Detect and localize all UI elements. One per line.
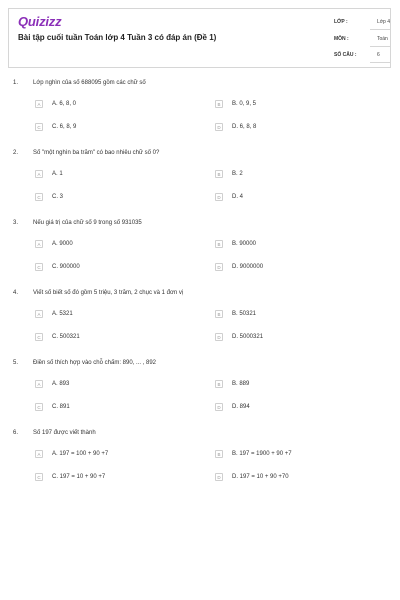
quizizz-logo: Quizizz xyxy=(18,14,62,29)
option-text: A. 5321 xyxy=(52,311,73,317)
option-letter-box: A xyxy=(35,100,43,108)
option-text: C. 500321 xyxy=(52,334,80,340)
option-letter-box: D xyxy=(215,123,223,131)
option-text: B. 50321 xyxy=(232,311,257,317)
option-text: D. 9000000 xyxy=(232,264,264,270)
question-number: 3. xyxy=(13,220,19,226)
option-text: D. 5000321 xyxy=(232,334,264,340)
meta-row-grade xyxy=(334,16,392,30)
option-text: C. 6, 8, 9 xyxy=(52,124,77,130)
option-letter-box: B xyxy=(215,380,223,388)
option-letter-box: C xyxy=(35,123,43,131)
option-letter-box: D xyxy=(215,193,223,201)
option-text: B. 90000 xyxy=(232,241,257,247)
option-letter-box: A xyxy=(35,170,43,178)
option-text: B. 197 = 1900 + 90 +7 xyxy=(232,451,292,457)
option-text: C. 197 = 10 + 90 +7 xyxy=(52,474,106,480)
question-text: Số 197 được viết thành xyxy=(33,430,96,436)
option-letter-box: C xyxy=(35,473,43,481)
meta-label: LỚP : xyxy=(334,19,348,25)
question-number: 2. xyxy=(13,150,19,156)
option-text: D. 894 xyxy=(232,404,250,410)
meta-row-subject xyxy=(334,33,392,47)
meta-value: 6 xyxy=(377,52,380,58)
option-letter-box: C xyxy=(35,263,43,271)
option-letter-box: A xyxy=(35,380,43,388)
worksheet-meta xyxy=(334,9,392,69)
option-text: A. 6, 8, 0 xyxy=(52,101,77,107)
meta-underline xyxy=(370,46,390,47)
question-3 xyxy=(0,220,400,284)
option-letter-box: D xyxy=(215,473,223,481)
question-number: 6. xyxy=(13,430,19,436)
option-letter-box: D xyxy=(215,333,223,341)
option-text: C. 891 xyxy=(52,404,70,410)
option-text: C. 900000 xyxy=(52,264,80,270)
option-letter-box: C xyxy=(35,193,43,201)
meta-label: SỐ CÂU : xyxy=(334,52,357,58)
option-text: A. 197 = 100 + 90 +7 xyxy=(52,451,109,457)
option-letter-box: B xyxy=(215,450,223,458)
option-letter-box: D xyxy=(215,403,223,411)
question-text: Lớp nghìn của số 688095 gồm các chữ số xyxy=(33,80,146,86)
option-text: A. 893 xyxy=(52,381,70,387)
option-text: C. 3 xyxy=(52,194,64,200)
meta-underline xyxy=(370,29,390,30)
question-6 xyxy=(0,430,400,494)
question-text: Viết số biết số đó gồm 5 triệu, 3 trăm, 2 chục và 1 đơn vị xyxy=(33,290,184,296)
option-text: D. 4 xyxy=(232,194,244,200)
option-letter-box: B xyxy=(215,170,223,178)
worksheet-title: Bài tập cuối tuần Toán lớp 4 Tuần 3 có đáp án (Đề 1) xyxy=(18,33,217,42)
question-number: 1. xyxy=(13,80,19,86)
question-number: 5. xyxy=(13,360,19,366)
question-text: Điền số thích hợp vào chỗ chấm: 890, ... , 892 xyxy=(33,360,157,366)
meta-underline xyxy=(370,62,390,63)
question-number: 4. xyxy=(13,290,19,296)
option-letter-box: A xyxy=(35,450,43,458)
option-letter-box: C xyxy=(35,403,43,411)
question-text: Số "một nghìn ba trăm" có bao nhiêu chữ số 0? xyxy=(33,150,160,156)
option-letter-box: B xyxy=(215,100,223,108)
option-letter-box: B xyxy=(215,310,223,318)
meta-value: Toán xyxy=(377,36,388,42)
option-text: B. 889 xyxy=(232,381,250,387)
option-letter-box: A xyxy=(35,310,43,318)
meta-value: Lớp 4 xyxy=(377,19,391,25)
option-letter-box: C xyxy=(35,333,43,341)
meta-row-count xyxy=(334,49,392,63)
option-letter-box: A xyxy=(35,240,43,248)
question-2 xyxy=(0,150,400,214)
option-text: B. 2 xyxy=(232,171,243,177)
question-5 xyxy=(0,360,400,424)
option-letter-box: B xyxy=(215,240,223,248)
option-text: A. 9000 xyxy=(52,241,73,247)
option-text: D. 197 = 10 + 90 +70 xyxy=(232,474,289,480)
option-letter-box: D xyxy=(215,263,223,271)
question-text: Nếu giá trị của chữ số 9 trong số 931035 xyxy=(33,220,142,226)
question-1 xyxy=(0,80,400,144)
question-4 xyxy=(0,290,400,354)
option-text: D. 6, 8, 8 xyxy=(232,124,257,130)
meta-label: MÔN : xyxy=(334,36,349,42)
option-text: B. 0, 9, 5 xyxy=(232,101,257,107)
worksheet-header xyxy=(8,8,391,68)
option-text: A. 1 xyxy=(52,171,63,177)
